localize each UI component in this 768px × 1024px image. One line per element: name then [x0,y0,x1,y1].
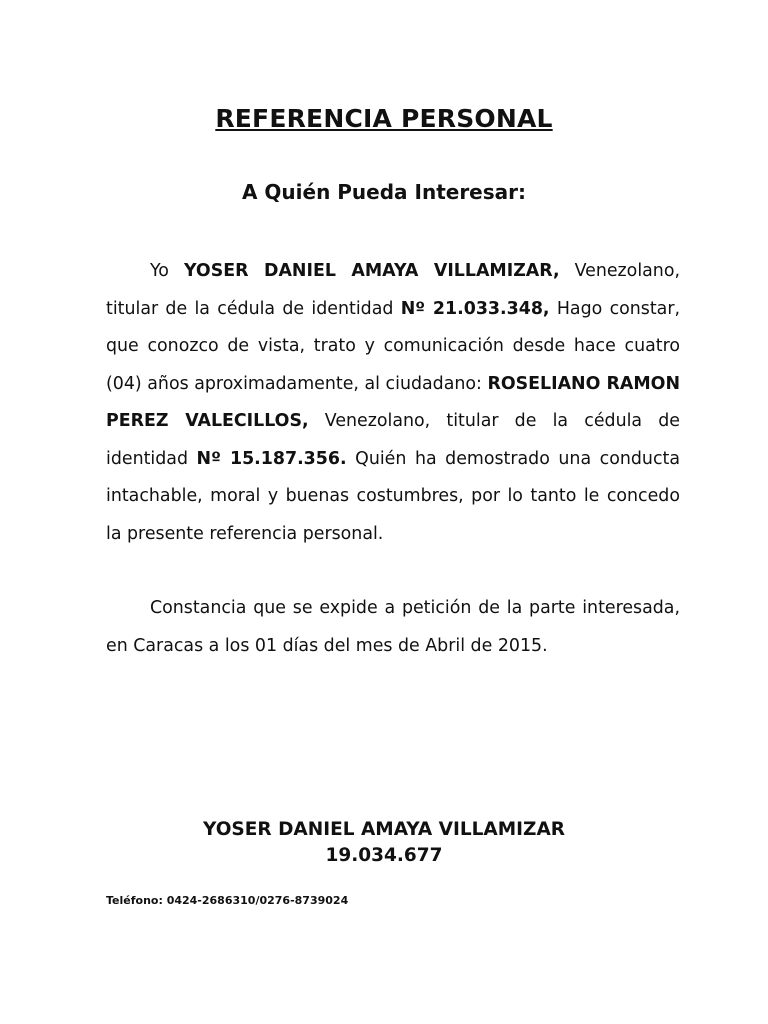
paragraph-1-text-4: Venezolano, titular de la cédula de identidad [106,411,680,469]
signature-name: YOSER DANIEL AMAYA VILLAMIZAR [202,819,566,840]
signature-id-number: 19.034.677 [325,845,443,866]
paragraph-1-text-5: Quién ha demostrado una conducta intachable, moral y buenas costumbres, por lo tanto le concedo la presente referencia personal. [106,448,680,544]
paragraph-1-text-2: Venezolano, titular de la cédula de identidad [106,261,680,319]
salutation: A Quién Pueda Interesar: [241,180,527,204]
body-paragraph-1 [106,253,680,553]
paragraph-1-text-1: Yo [150,261,184,281]
document-title: REFERENCIA PERSONAL [215,104,553,133]
body-paragraph-2: Constancia que se expide a petición de la parte interesada, en Caracas a los 01 días del mes de Abril de 2015. [106,598,680,656]
referee-id-number: Nº 15.187.356. [196,448,347,469]
referee-name: ROSELIANO RAMON PEREZ VALECILLOS, [106,373,680,431]
phone-line: Teléfono: 0424-2686310/0276-8739024 [106,894,349,907]
author-name: YOSER DANIEL AMAYA VILLAMIZAR, [183,261,560,281]
paragraph-1-text-3: Hago constar, que conozco de vista, trato y comunicación desde hace cuatro (04) años aproximadamente, al ciudadano: [106,298,681,394]
author-id-number: Nº 21.033.348, [400,298,550,319]
